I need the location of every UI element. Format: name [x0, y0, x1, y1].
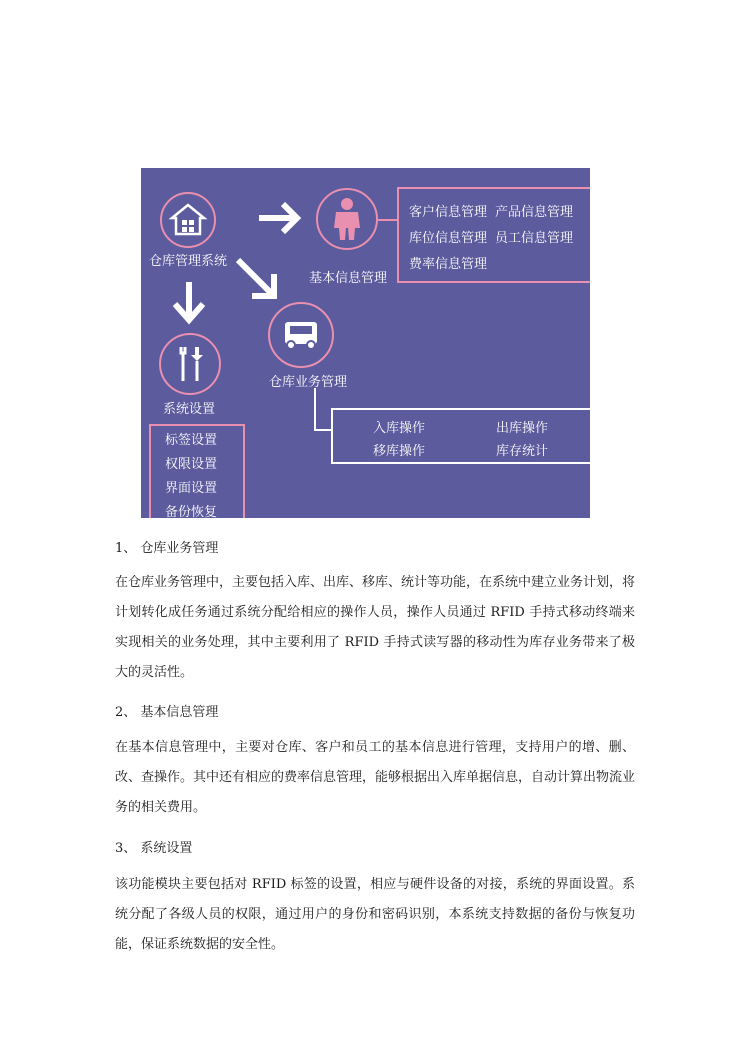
arrow-down-right-icon — [234, 256, 284, 306]
basic-info-item: 员工信息管理 — [495, 231, 574, 246]
basic-info-item: 客户信息管理 — [409, 205, 488, 220]
basic-info-circle — [316, 188, 378, 250]
arrow-down-icon — [169, 280, 209, 326]
house-icon — [162, 194, 214, 246]
section-paragraph: 该功能模块主要包括对 RFID 标签的设置，相应与硬件设备的对接，系统的界面设置。系统分配了各级人员的权限，通过用户的身份和密码识别，本系统支持数据的备份与恢复功能，保证系统数据的安全性。 — [115, 877, 635, 952]
system-settings-label: 系统设置 — [163, 402, 216, 417]
system-settings-item: 权限设置 — [165, 457, 218, 472]
person-icon — [318, 190, 376, 248]
basic-info-box — [397, 187, 590, 283]
warehouse-ops-item: 移库操作 — [373, 444, 426, 459]
section-paragraph: 在仓库业务管理中，主要包括入库、出库、移库、统计等功能，在系统中建立业务计划，将计划转化成任务通过系统分配给相应的操作人员，操作人员通过 RFID 手持式移动终端来实现相关的业务处理，其中主要利用了 RFID 手持式读写器的移动性为库存业务带来了极大的灵活性。 — [115, 575, 636, 680]
system-settings-item: 界面设置 — [165, 481, 218, 496]
warehouse-system-label: 仓库管理系统 — [149, 254, 228, 269]
warehouse-system-circle — [160, 192, 216, 248]
system-settings-item: 备份恢复 — [165, 505, 218, 518]
basic-info-item: 产品信息管理 — [495, 205, 574, 220]
tools-icon — [161, 335, 219, 393]
warehouse-ops-item: 入库操作 — [373, 421, 426, 436]
connector-line — [378, 210, 398, 230]
warehouse-ops-label: 仓库业务管理 — [269, 375, 348, 390]
system-settings-box — [149, 424, 245, 518]
basic-info-item: 库位信息管理 — [409, 231, 488, 246]
truck-icon — [270, 304, 332, 366]
section-heading: 1、 仓库业务管理 — [115, 541, 219, 556]
section-heading: 3、 系统设置 — [115, 841, 193, 856]
basic-info-label: 基本信息管理 — [309, 271, 388, 286]
warehouse-ops-circle — [268, 302, 334, 368]
warehouse-ops-item: 出库操作 — [496, 421, 549, 436]
section-heading: 2、 基本信息管理 — [115, 705, 219, 720]
system-architecture-diagram — [141, 168, 590, 518]
system-settings-item: 标签设置 — [165, 433, 218, 448]
warehouse-ops-box — [331, 408, 590, 464]
warehouse-ops-item: 库存统计 — [496, 444, 549, 459]
system-settings-circle — [159, 333, 221, 395]
section-paragraph: 在基本信息管理中，主要对仓库、客户和员工的基本信息进行管理，支持用户的增、删、改、查操作。其中还有相应的费率信息管理，能够根据出入库单据信息，自动计算出物流业务的相关费用。 — [115, 740, 636, 815]
basic-info-item: 费率信息管理 — [409, 257, 488, 272]
arrow-right-icon — [257, 200, 307, 240]
